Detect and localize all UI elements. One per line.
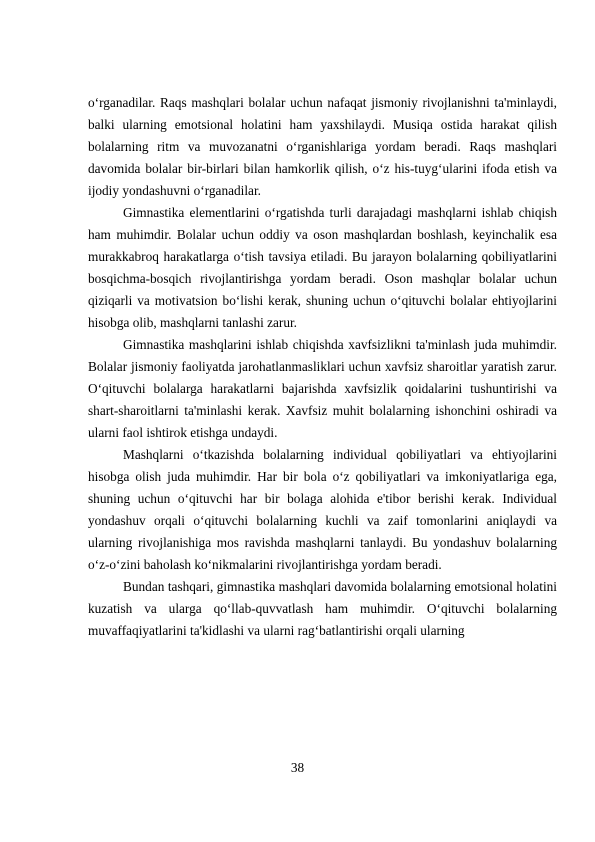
- paragraph-2: Gimnastika elementlarini o‘rgatishda turli darajadagi mashqlarni ishlab chiqish ham muhimdir. Bolalar uchun oddiy va oson mashqlardan boshlash, keyinchalik esa murakkabroq harakatlarga o‘tish tavsiya etiladi. Bu jarayon bolalarning qobiliyatlarini bosqichma-bosqich rivojlantirishga yordam beradi. Oson mashqlar bolalar uchun qiziqarli va motivatsion bo‘lishi kerak, shuning uchun o‘qituvchi bolalar ehtiyojlarini hisobga olib, mashqlarni tanlashi zarur.: [88, 205, 557, 330]
- paragraph-5: Bundan tashqari, gimnastika mashqlari davomida bolalarning emotsional holatini kuzatish va ularga qo‘llab-quvvatlash ham muhimdir. O‘qituvchi bolalarning muvaffaqiyatlarini ta'kidlashi va ularni rag‘batlantirishi orqali ularning: [88, 579, 557, 638]
- paragraph-3: Gimnastika mashqlarini ishlab chiqishda xavfsizlikni ta'minlash juda muhimdir. Bolalar jismoniy faoliyatda jarohatlanmasliklari uchun xavfsiz sharoitlar yaratish zarur. O‘qituvchi bolalarga harakatlarni bajarishda xavfsizlik qoidalarini tushuntirishi va shart-sharoitlarni ta'minlashi kerak. Xavfsiz muhit bolalarning ishonchini oshiradi va ularni faol ishtirok etishga undaydi.: [88, 337, 557, 440]
- paragraph-1: o‘rganadilar. Raqs mashqlari bolalar uchun nafaqat jismoniy rivojlanishni ta'minlaydi, balki ularning emotsional holatini ham yaxshilaydi. Musiqa ostida harakat qilish bolalarning ritm va muvozanatni o‘rganishlariga yordam beradi. Raqs mashqlari davomida bolalar bir-birlari bilan hamkorlik qilish, o‘z his-tuyg‘ularini ifoda etish va ijodiy yondashuvni o‘rganadilar.: [88, 95, 557, 198]
- body-text: [88, 92, 557, 642]
- paragraph-4: Mashqlarni o‘tkazishda bolalarning individual qobiliyatlari va ehtiyojlarini hisobga olish juda muhimdir. Har bir bola o‘z qobiliyatlari va imkoniyatlariga ega, shuning uchun o‘qituvchi har bir bolaga alohida e'tibor berishi kerak. Individual yondashuv orqali o‘qituvchi bolalarning kuchli va zaif tomonlarini aniqlaydi va ularning rivojlanishiga mos ravishda mashqlarni tanlaydi. Bu yondashuv bolalarning o‘z-o‘zini baholash ko‘nikmalarini rivojlantirishga yordam beradi.: [88, 447, 557, 572]
- page-number: 38: [290, 760, 305, 775]
